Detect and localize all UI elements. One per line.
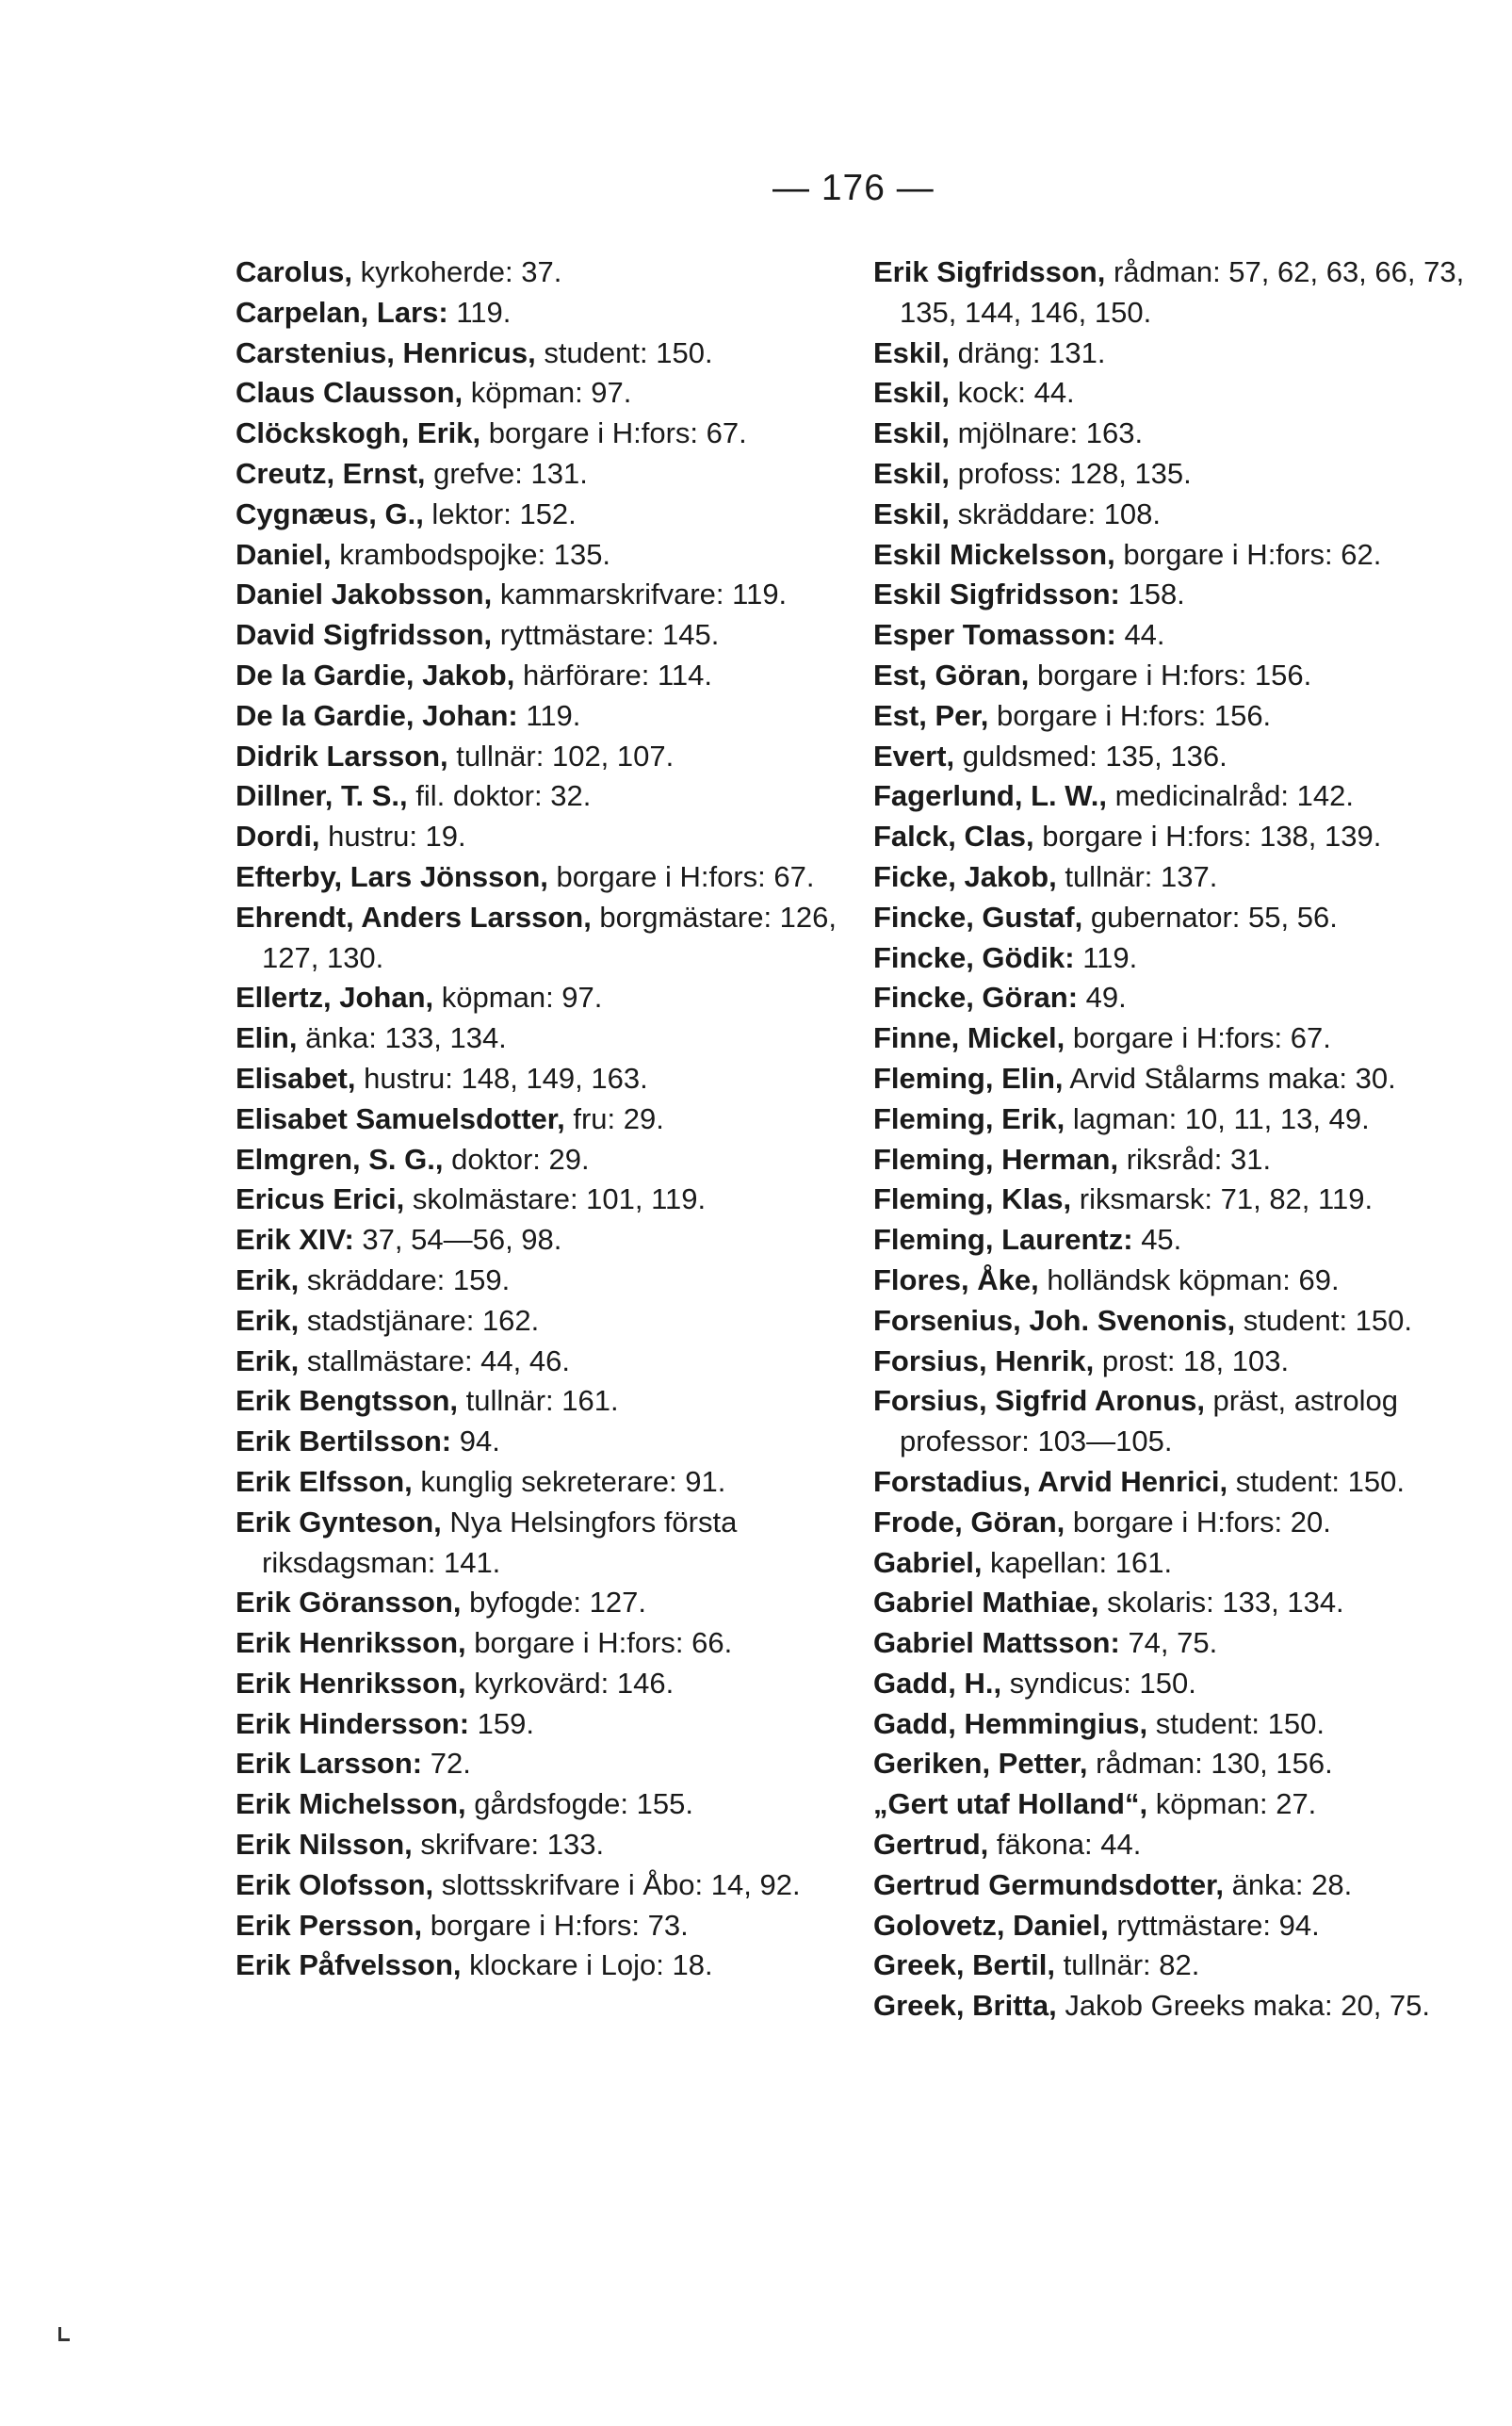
index-entry (873, 1018, 1495, 1059)
entry-name: David Sigfridsson, (236, 618, 493, 652)
index-entry (236, 1140, 857, 1180)
index-entry (236, 1946, 857, 1986)
entry-text: 158. (1119, 578, 1185, 611)
index-entry (236, 1784, 857, 1825)
entry-name: Elisabet Samuelsdotter, (236, 1101, 565, 1135)
entry-name: Erik, (236, 1343, 300, 1377)
index-entry (873, 1261, 1495, 1301)
entry-text: klockare i Lojo: 18. (461, 1948, 713, 1982)
index-column-right (873, 252, 1495, 2027)
entry-name: Ehrendt, Anders Larsson, (236, 900, 592, 934)
entry-name: Daniel Jakobsson, (236, 578, 493, 611)
index-entry (873, 696, 1495, 737)
index-entry (873, 334, 1495, 374)
index-entry (873, 1503, 1495, 1543)
entry-name: Erik XIV: (236, 1223, 354, 1257)
index-entry (236, 898, 857, 979)
entry-name: Forsius, Henrik, (873, 1343, 1095, 1377)
entry-text: stallmästare: 44, 46. (299, 1343, 570, 1377)
entry-name: Efterby, Lars Jönsson, (236, 859, 548, 893)
index-entry (873, 1342, 1495, 1382)
index-entry (873, 495, 1495, 535)
index-entry (873, 414, 1495, 454)
index-entry (236, 454, 857, 495)
index-entry (873, 898, 1495, 938)
entry-text: kock: 44. (950, 376, 1075, 410)
index-entry (873, 857, 1495, 898)
entry-name: Fleming, Herman, (873, 1142, 1119, 1176)
entry-name: Didrik Larsson, (236, 739, 448, 773)
entry-text: student: 150. (535, 335, 713, 369)
index-entry (873, 1381, 1495, 1462)
entry-name: Eskil, (873, 497, 950, 530)
entry-text: skräddare: 108. (950, 497, 1162, 530)
entry-text: rådman: 130, 156. (1087, 1747, 1333, 1781)
entry-text: stadstjänare: 162. (299, 1303, 540, 1337)
index-entry (236, 1664, 857, 1704)
entry-text: ryttmästare: 94. (1108, 1908, 1320, 1942)
entry-text: borgare i H:fors: 67. (480, 416, 747, 450)
index-entry (236, 1301, 857, 1342)
entry-text: 94. (451, 1425, 500, 1458)
entry-name: Erik Larsson: (236, 1747, 423, 1781)
entry-text: ryttmästare: 145. (492, 618, 720, 652)
entry-name: Dordi, (236, 820, 320, 854)
entry-text: borgare i H:fors: 62. (1114, 537, 1382, 571)
index-entry (236, 656, 857, 696)
entry-name: Erik Henriksson, (236, 1626, 466, 1660)
entry-text: student: 150. (1227, 1464, 1405, 1498)
entry-name: Fincke, Göran: (873, 981, 1079, 1015)
entry-name: Eskil Sigfridsson: (873, 578, 1120, 611)
entry-name: De la Gardie, Johan: (236, 698, 518, 732)
entry-name: Fleming, Klas, (873, 1182, 1072, 1216)
index-entry (236, 817, 857, 857)
index-entry (236, 1744, 857, 1784)
entry-text: borgare i H:fors: 73. (422, 1908, 689, 1942)
entry-text: 37, 54—56, 98. (353, 1223, 562, 1257)
index-entry (873, 1825, 1495, 1865)
index-entry (236, 1462, 857, 1503)
index-entry (236, 1583, 857, 1623)
index-entry (236, 696, 857, 737)
entry-text: Nya Helsingfors första riksdagsman: 141. (262, 1505, 738, 1579)
index-entry (236, 857, 857, 898)
entry-text: medicinalråd: 142. (1107, 779, 1354, 813)
entry-name: Eskil, (873, 456, 950, 490)
entry-text: profoss: 128, 135. (950, 456, 1192, 490)
entry-text: tullnär: 137. (1056, 859, 1218, 893)
entry-name: Fincke, Gustaf, (873, 900, 1083, 934)
entry-name: De la Gardie, Jakob, (236, 658, 515, 692)
entry-name: „Gert utaf Holland“, (873, 1787, 1148, 1821)
entry-text: lektor: 152. (423, 497, 577, 530)
index-entry (873, 575, 1495, 615)
entry-text: riksråd: 31. (1118, 1142, 1272, 1176)
entry-name: Erik Bengtsson, (236, 1384, 458, 1418)
entry-text: holländsk köpman: 69. (1038, 1262, 1340, 1296)
index-entry (873, 615, 1495, 656)
index-entry (873, 737, 1495, 777)
entry-text: student: 150. (1147, 1706, 1325, 1740)
entry-name: Falck, Clas, (873, 820, 1034, 854)
entry-name: Finne, Mickel, (873, 1021, 1065, 1055)
index-entry (236, 414, 857, 454)
entry-text: borgare i H:fors: 66. (465, 1626, 733, 1660)
entry-text: gubernator: 55, 56. (1082, 900, 1338, 934)
entry-name: Eskil, (873, 335, 950, 369)
entry-name: Greek, Bertil, (873, 1948, 1055, 1982)
entry-name: Elisabet, (236, 1061, 356, 1095)
entry-text: borgare i H:fors: 20. (1065, 1505, 1331, 1539)
entry-text: kapellan: 161. (982, 1545, 1173, 1579)
index-column-left (236, 252, 857, 1986)
entry-text: 45. (1132, 1223, 1182, 1257)
entry-text: hustru: 19. (319, 820, 466, 854)
entry-text: student: 150. (1235, 1303, 1413, 1337)
entry-name: Claus Clausson, (236, 376, 463, 410)
entry-text: byfogde: 127. (461, 1586, 646, 1620)
entry-name: Erik Bertilsson: (236, 1425, 452, 1458)
entry-text: skolmästare: 101, 119. (404, 1182, 707, 1216)
entry-text: skolaris: 133, 134. (1098, 1586, 1344, 1620)
entry-name: Forstadius, Arvid Henrici, (873, 1464, 1228, 1498)
entry-name: Fleming, Laurentz: (873, 1223, 1133, 1257)
index-entry (236, 252, 857, 293)
entry-name: Carolus, (236, 255, 353, 288)
entry-name: Eskil, (873, 376, 950, 410)
index-entry (236, 1261, 857, 1301)
entry-name: Eskil Mickelsson, (873, 537, 1115, 571)
index-entry (873, 1784, 1495, 1825)
entry-text: tullnär: 161. (458, 1384, 619, 1418)
entry-name: Golovetz, Daniel, (873, 1908, 1109, 1942)
entry-name: Erik Påfvelsson, (236, 1948, 462, 1982)
index-entry (873, 1462, 1495, 1503)
entry-name: Elmgren, S. G., (236, 1142, 444, 1176)
entry-name: Frode, Göran, (873, 1505, 1065, 1539)
entry-text: 119. (517, 698, 581, 732)
entry-name: Erik Gynteson, (236, 1505, 442, 1539)
entry-name: Erik Henriksson, (236, 1666, 466, 1700)
entry-name: Gadd, Hemmingius, (873, 1706, 1148, 1740)
index-entry (873, 1664, 1495, 1704)
entry-text: änka: 133, 134. (297, 1021, 507, 1055)
entry-text: änka: 28. (1224, 1867, 1353, 1901)
entry-text: borgare i H:fors: 156. (1029, 658, 1312, 692)
entry-name: Erik Hindersson: (236, 1706, 470, 1740)
entry-text: härförare: 114. (514, 658, 713, 692)
index-entry (236, 1623, 857, 1664)
index-entry (236, 1906, 857, 1946)
index-entry (873, 817, 1495, 857)
entry-name: Gadd, H., (873, 1666, 1002, 1700)
index-entry (236, 1825, 857, 1865)
entry-name: Carpelan, Lars: (236, 295, 448, 329)
entry-text: 44. (1115, 618, 1165, 652)
index-entry (873, 252, 1495, 334)
entry-name: Ellertz, Johan, (236, 981, 434, 1015)
entry-text: skrifvare: 133. (412, 1828, 605, 1862)
entry-text: borgare i H:fors: 138, 139. (1033, 820, 1382, 854)
entry-text: slottsskrifvare i Åbo: 14, 92. (433, 1867, 801, 1901)
entry-text: präst, astrolog professor: 103—105. (900, 1384, 1398, 1458)
index-entry (873, 1623, 1495, 1664)
index-entry (236, 373, 857, 414)
index-entry (873, 776, 1495, 817)
entry-text: kyrkoherde: 37. (352, 255, 562, 288)
entry-text: tullnär: 102, 107. (447, 739, 675, 773)
index-entry (873, 535, 1495, 576)
index-entry (236, 1059, 857, 1099)
index-entry (236, 1422, 857, 1462)
entry-text: riksmarsk: 71, 82, 119. (1071, 1182, 1374, 1216)
entry-text: fäkona: 44. (988, 1828, 1142, 1862)
index-entry (236, 1503, 857, 1584)
entry-name: Evert, (873, 739, 955, 773)
entry-name: Erik Michelsson, (236, 1787, 466, 1821)
entry-name: Erik Elfsson, (236, 1464, 413, 1498)
entry-name: Creutz, Ernst, (236, 456, 426, 490)
index-entry (873, 1744, 1495, 1784)
entry-text: borgare i H:fors: 67. (1065, 1021, 1331, 1055)
entry-name: Erik, (236, 1262, 300, 1296)
entry-text: köpman: 97. (463, 376, 632, 410)
entry-name: Fleming, Erik, (873, 1101, 1065, 1135)
entry-name: Daniel, (236, 537, 332, 571)
entry-text: fru: 29. (564, 1101, 664, 1135)
entry-text: guldsmed: 135, 136. (954, 739, 1227, 773)
index-entry (873, 978, 1495, 1018)
entry-text: lagman: 10, 11, 13, 49. (1065, 1101, 1370, 1135)
index-entry (236, 1381, 857, 1422)
index-entry (873, 1180, 1495, 1220)
entry-text: krambodspojke: 135. (331, 537, 611, 571)
entry-name: Erik Olofsson, (236, 1867, 434, 1901)
entry-name: Geriken, Petter, (873, 1747, 1088, 1781)
index-entry (236, 978, 857, 1018)
entry-text: rådman: 57, 62, 63, 66, 73, 135, 144, 146, 150. (900, 255, 1465, 329)
entry-name: Erik Göransson, (236, 1586, 462, 1620)
index-entry (873, 656, 1495, 696)
index-entry (236, 495, 857, 535)
entry-text: 49. (1078, 981, 1127, 1015)
entry-text: Arvid Stålarms maka: 30. (1063, 1061, 1396, 1095)
entry-text: borgmästare: 126, 127, 130. (262, 900, 837, 974)
entry-name: Ficke, Jakob, (873, 859, 1057, 893)
entry-name: Clöckskogh, Erik, (236, 416, 481, 450)
index-entry (236, 1180, 857, 1220)
index-entry (236, 1704, 857, 1745)
entry-name: Gertrud, (873, 1828, 989, 1862)
entry-name: Fagerlund, L. W., (873, 779, 1107, 813)
entry-name: Est, Per, (873, 698, 989, 732)
index-entry (873, 1986, 1495, 2027)
entry-text: köpman: 97. (433, 981, 603, 1015)
entry-name: Gabriel, (873, 1545, 983, 1579)
index-entry (236, 776, 857, 817)
entry-text: 119. (447, 295, 512, 329)
entry-text: 119. (1074, 940, 1138, 974)
index-entry (873, 1704, 1495, 1745)
entry-name: Est, Göran, (873, 658, 1030, 692)
entry-text: kunglig sekreterare: 91. (412, 1464, 726, 1498)
entry-text: 74, 75. (1119, 1626, 1218, 1660)
index-entry (236, 1342, 857, 1382)
index-entry (873, 1140, 1495, 1180)
entry-name: Forsenius, Joh. Svenonis, (873, 1303, 1236, 1337)
entry-text: dräng: 131. (950, 335, 1106, 369)
entry-name: Ericus Erici, (236, 1182, 405, 1216)
entry-text: kammarskrifvare: 119. (492, 578, 788, 611)
entry-name: Flores, Åke, (873, 1262, 1039, 1296)
index-entry (873, 454, 1495, 495)
entry-name: Forsius, Sigfrid Aronus, (873, 1384, 1205, 1418)
entry-text: gårdsfogde: 155. (465, 1787, 693, 1821)
entry-name: Erik Nilsson, (236, 1828, 413, 1862)
entry-text: tullnär: 82. (1054, 1948, 1200, 1982)
entry-text: fil. doktor: 32. (407, 779, 592, 813)
entry-text: skräddare: 159. (299, 1262, 511, 1296)
index-entry (236, 575, 857, 615)
index-entry (236, 1099, 857, 1140)
entry-name: Dillner, T. S., (236, 779, 408, 813)
entry-text: 159. (469, 1706, 535, 1740)
entry-name: Erik Persson, (236, 1908, 423, 1942)
index-entry (873, 373, 1495, 414)
index-entry (236, 334, 857, 374)
entry-text: köpman: 27. (1147, 1787, 1317, 1821)
entry-text: kyrkovärd: 146. (465, 1666, 675, 1700)
index-entry (236, 737, 857, 777)
entry-name: Gabriel Mattsson: (873, 1626, 1120, 1660)
index-entry (236, 535, 857, 576)
index-entry (236, 1018, 857, 1059)
entry-text: mjölnare: 163. (950, 416, 1144, 450)
entry-text: hustru: 148, 149, 163. (355, 1061, 648, 1095)
entry-name: Erik, (236, 1303, 300, 1337)
entry-name: Gabriel Mathiae, (873, 1586, 1099, 1620)
index-entry (873, 1865, 1495, 1906)
entry-name: Erik Sigfridsson, (873, 255, 1106, 288)
index-entry (873, 1059, 1495, 1099)
entry-text: prost: 18, 103. (1094, 1343, 1290, 1377)
index-entry (873, 1543, 1495, 1584)
entry-text: doktor: 29. (443, 1142, 590, 1176)
index-entry (873, 1906, 1495, 1946)
index-entry (873, 1301, 1495, 1342)
entry-name: Fincke, Gödik: (873, 940, 1075, 974)
entry-text: borgare i H:fors: 156. (988, 698, 1272, 732)
entry-name: Esper Tomasson: (873, 618, 1116, 652)
entry-text: grefve: 131. (425, 456, 588, 490)
index-entry (236, 293, 857, 334)
index-entry (873, 938, 1495, 979)
index-entry (236, 1220, 857, 1261)
entry-name: Elin, (236, 1021, 298, 1055)
index-entry (873, 1583, 1495, 1623)
entry-name: Carstenius, Henricus, (236, 335, 536, 369)
scan-mark (58, 2338, 70, 2341)
entry-name: Fleming, Elin, (873, 1061, 1064, 1095)
index-entry (873, 1220, 1495, 1261)
page-number: — 176 — (772, 168, 935, 208)
entry-text: syndicus: 150. (1001, 1666, 1196, 1700)
entry-name: Eskil, (873, 416, 950, 450)
index-entry (236, 1865, 857, 1906)
entry-text: borgare i H:fors: 67. (547, 859, 815, 893)
entry-text: Jakob Greeks maka: 20, 75. (1056, 1989, 1431, 2023)
index-entry (236, 615, 857, 656)
entry-name: Greek, Britta, (873, 1989, 1057, 2023)
index-entry (873, 1946, 1495, 1986)
index-entry (873, 1099, 1495, 1140)
entry-name: Gertrud Germundsdotter, (873, 1867, 1225, 1901)
entry-name: Cygnæus, G., (236, 497, 424, 530)
entry-text: 72. (422, 1747, 471, 1781)
